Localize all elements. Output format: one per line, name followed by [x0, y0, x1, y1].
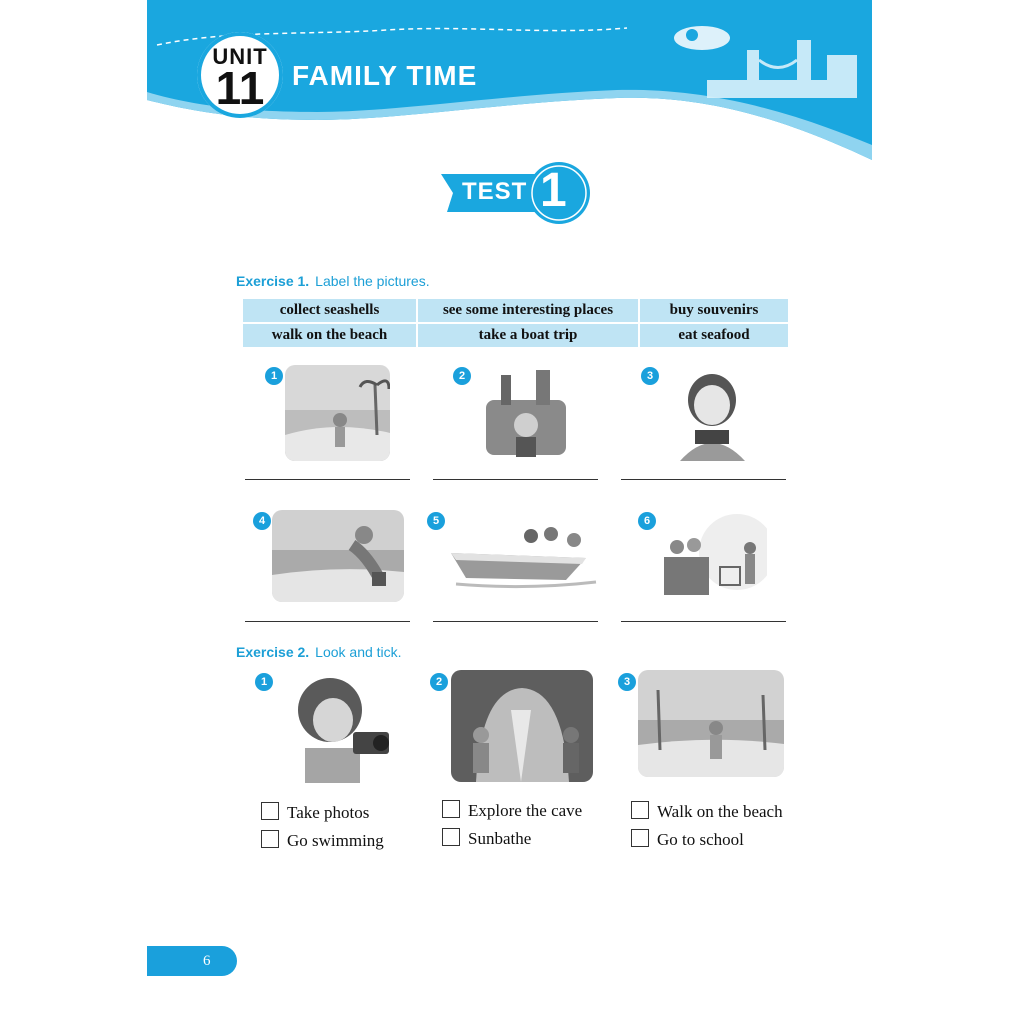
word-cell: see some interesting places: [418, 299, 638, 322]
checkbox[interactable]: [442, 828, 460, 846]
item-number-badge: 5: [427, 512, 445, 530]
exercise-2-number: Exercise 2.: [236, 644, 310, 660]
item-number-badge: 2: [430, 673, 448, 691]
tick-option-label: Sunbathe: [468, 829, 532, 848]
word-cell: collect seashells: [243, 299, 416, 322]
beach-walk-picture: [285, 365, 390, 461]
checkbox[interactable]: [261, 802, 279, 820]
shopping-seafood-picture: [662, 512, 767, 600]
page-number: 6: [203, 953, 211, 969]
word-box-row: [243, 299, 788, 322]
collecting-seashells-picture: [272, 510, 404, 602]
answer-line[interactable]: [245, 621, 410, 622]
boy-taking-photos-picture: [275, 670, 400, 783]
item-number-badge: 3: [618, 673, 636, 691]
answer-line[interactable]: [245, 479, 410, 480]
tick-option[interactable]: [631, 801, 783, 822]
exercise-1-number: Exercise 1.: [236, 273, 310, 289]
tick-option[interactable]: [442, 800, 582, 821]
unit-label: UNIT: [212, 44, 268, 69]
answer-line[interactable]: [621, 621, 786, 622]
word-box: [241, 297, 790, 349]
boat-trip-picture: [446, 518, 602, 590]
word-cell: walk on the beach: [243, 324, 416, 347]
tick-option-label: Walk on the beach: [657, 802, 783, 821]
checkbox[interactable]: [631, 801, 649, 819]
cave-exploring-picture: [451, 670, 593, 782]
item-number-badge: 6: [638, 512, 656, 530]
unit-number: 11: [215, 62, 265, 114]
answer-line[interactable]: [621, 479, 786, 480]
unit-title: FAMILY TIME: [292, 60, 478, 91]
item-number-badge: 4: [253, 512, 271, 530]
item-number-badge: 2: [453, 367, 471, 385]
test-label: TEST: [462, 178, 528, 205]
tick-option-label: Go swimming: [287, 831, 384, 850]
item-number-badge: 3: [641, 367, 659, 385]
tick-option[interactable]: [261, 802, 369, 823]
exercise-1-instruction: Label the pictures.: [315, 273, 430, 289]
souvenir-girl-picture: [665, 365, 760, 461]
beach-walk-picture-2: [638, 670, 784, 777]
exercise-2-instruction: Look and tick.: [315, 644, 402, 660]
page-number-tab: [147, 946, 237, 976]
checkbox[interactable]: [442, 800, 460, 818]
tick-option[interactable]: [442, 828, 531, 849]
sightseeing-picture: [476, 365, 576, 461]
answer-line[interactable]: [433, 479, 598, 480]
tick-option-label: Explore the cave: [468, 801, 583, 820]
tick-option-label: Go to school: [657, 830, 744, 849]
tick-option[interactable]: [261, 830, 384, 851]
tick-option-label: Take photos: [287, 803, 370, 822]
word-box-row: [243, 324, 788, 347]
unit-badge: [197, 32, 283, 118]
test-number: 1: [540, 164, 567, 217]
checkbox[interactable]: [261, 830, 279, 848]
checkbox[interactable]: [631, 829, 649, 847]
tick-option[interactable]: [631, 829, 744, 850]
exercise-1-heading: [236, 273, 430, 289]
item-number-badge: 1: [255, 673, 273, 691]
exercise-2-heading: [236, 644, 402, 660]
word-cell: eat seafood: [640, 324, 788, 347]
word-cell: take a boat trip: [418, 324, 638, 347]
answer-line[interactable]: [433, 621, 598, 622]
word-cell: buy souvenirs: [640, 299, 788, 322]
item-number-badge: 1: [265, 367, 283, 385]
